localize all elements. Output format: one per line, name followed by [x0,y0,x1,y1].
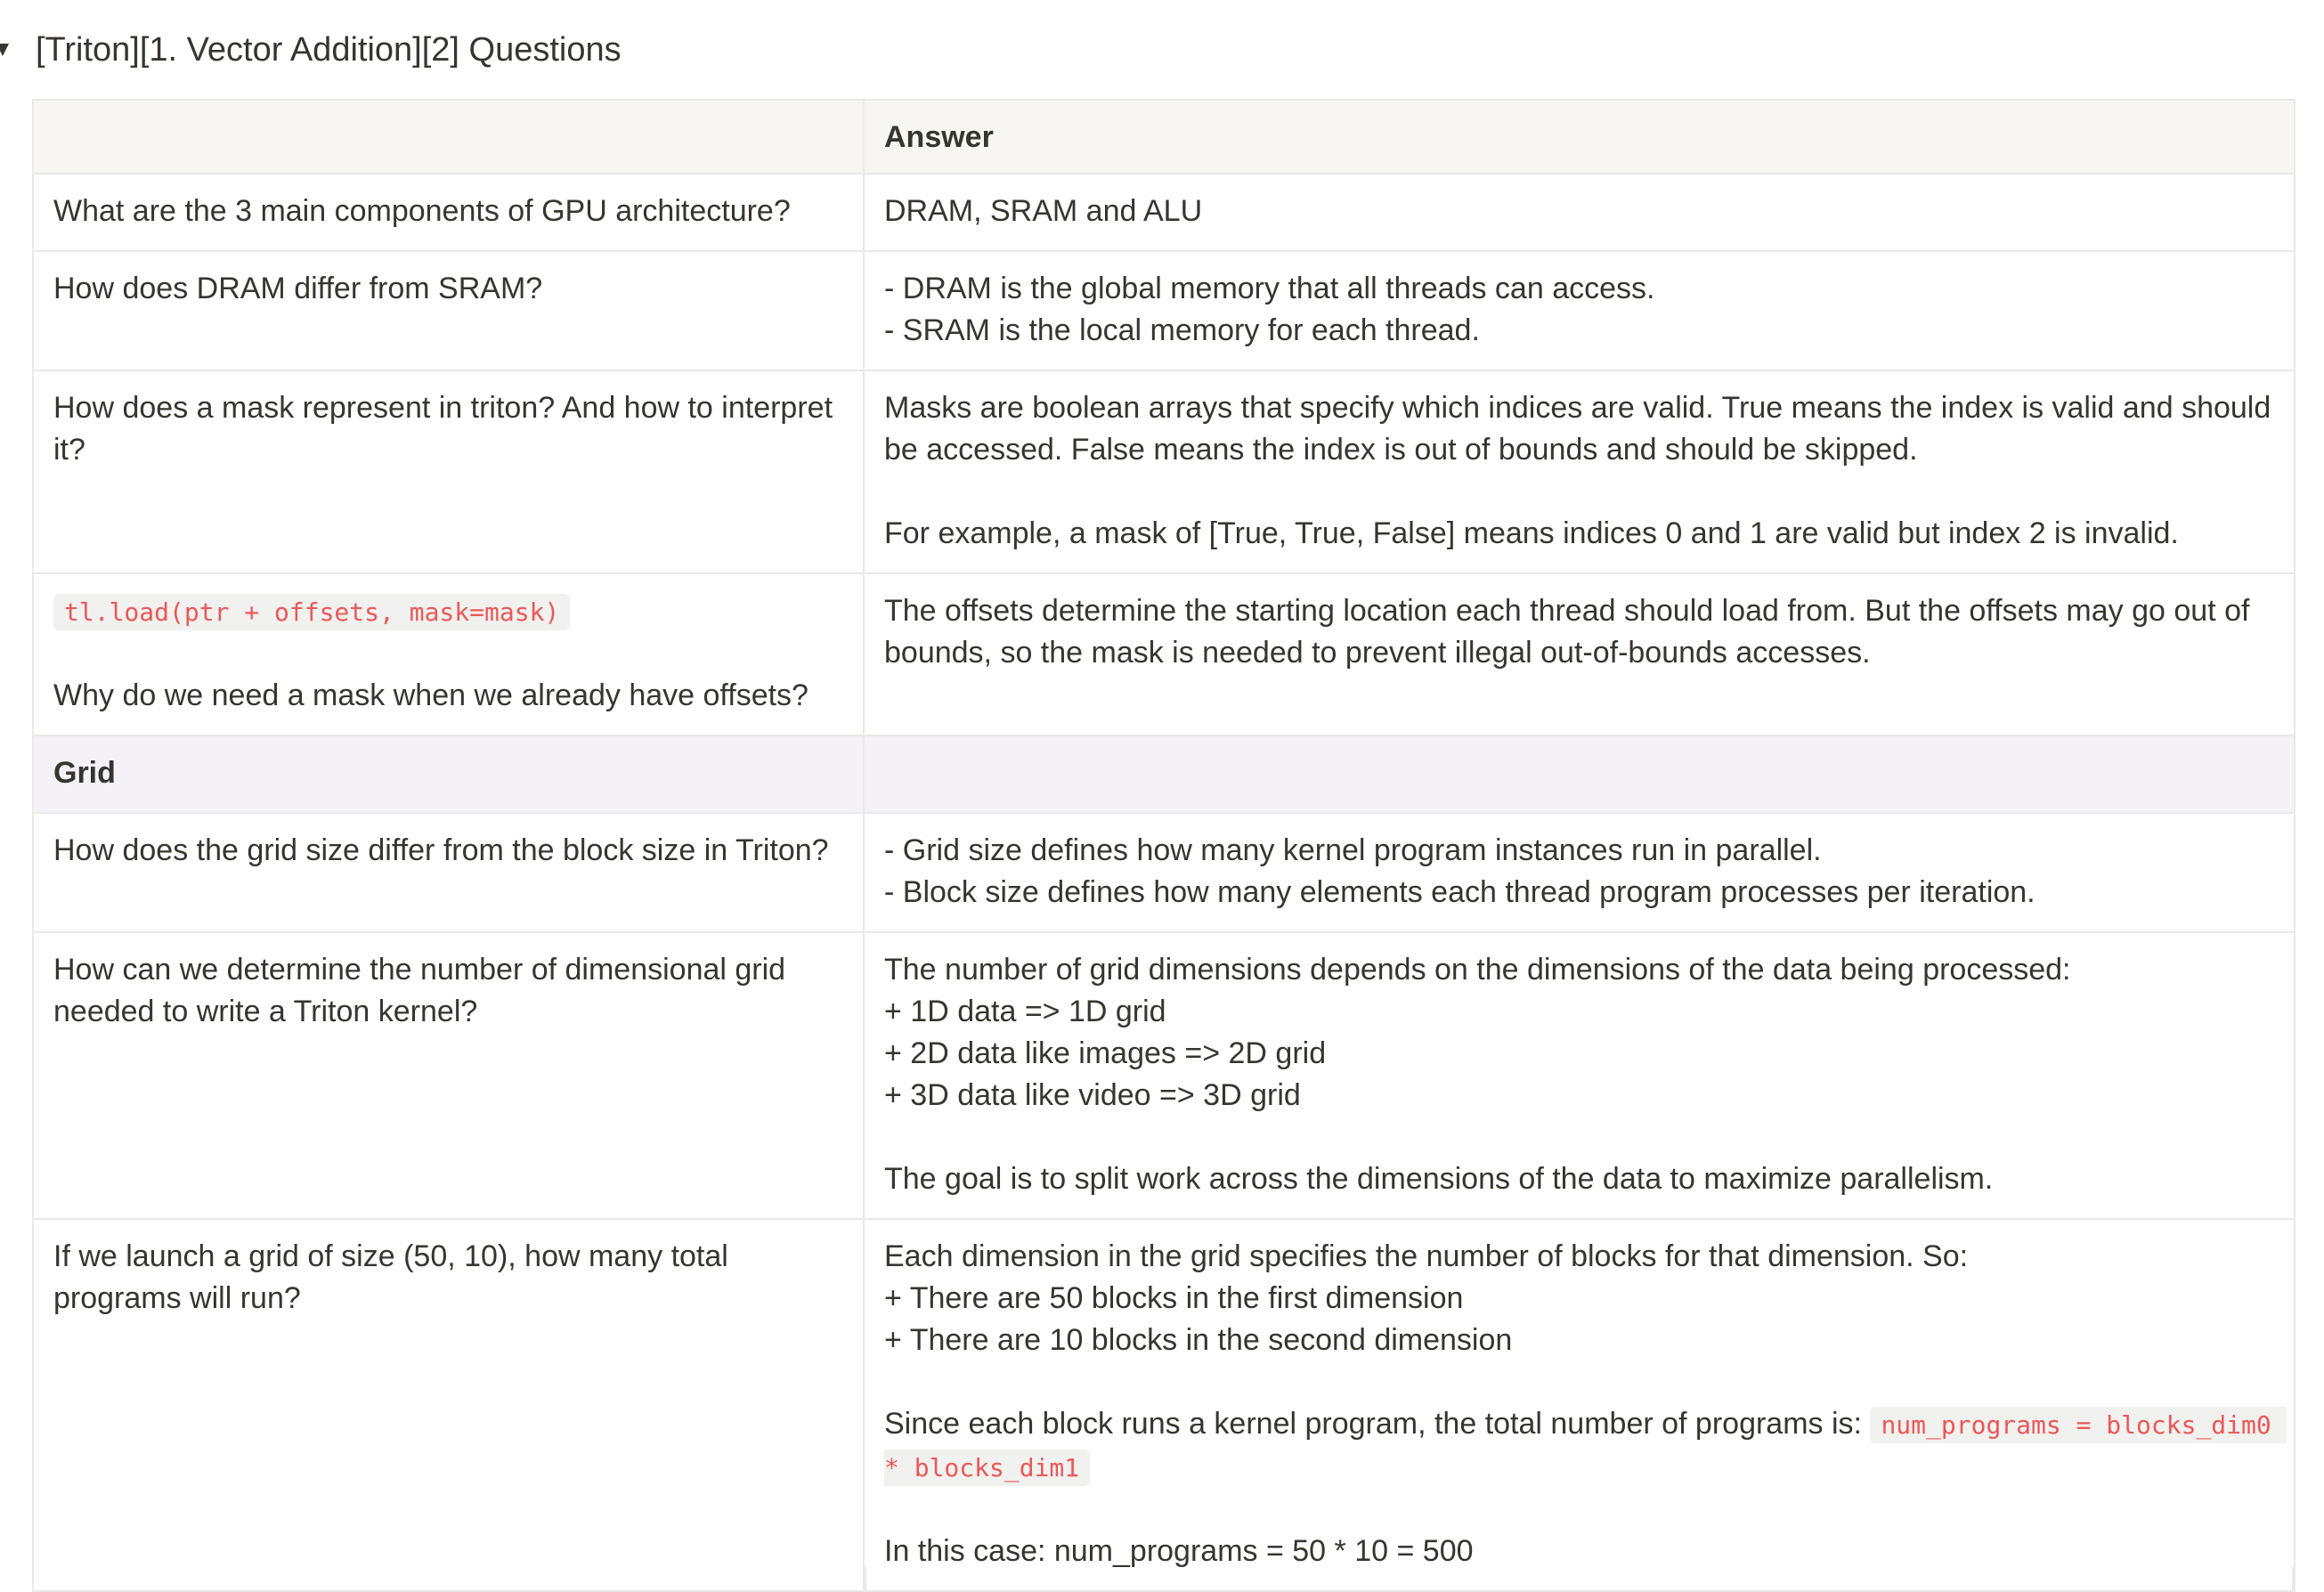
inline-code: num_programs = blocks_dim0 * blocks_dim1 [884,1407,2287,1486]
answer-text: - DRAM is the global memory that all threads can access. [884,272,1655,305]
section-label: Grid [53,756,116,790]
section-row-grid [33,735,2295,813]
blank-line [884,471,2274,513]
question-text: Why do we need a mask when we already have offsets? [53,678,809,712]
answer-cell[interactable] [864,370,2295,573]
blank-line [884,1489,2274,1531]
answer-text: - Block size defines how many elements each thread program processes per iteration. [884,875,2036,909]
question-text: If we launch a grid of size (50, 10), how many total programs will run? [53,1239,737,1315]
answer-text: - Grid size defines how many kernel program instances run in parallel. [884,833,1822,867]
answer-text: Since each block runs a kernel program, the total number of programs is: [884,1407,1862,1441]
answer-text: Each dimension in the grid specifies the number of blocks for that dimension. So: [884,1239,1969,1273]
question-cell[interactable] [33,174,864,251]
question-text: What are the 3 main components of GPU architecture? [53,194,791,228]
answer-text: The offsets determine the starting location each thread should load from. But the offsets may go out of bounds, so the mask is needed to prevent illegal out-of-bounds accesses. [884,594,2258,670]
answer-cell[interactable] [864,813,2295,932]
questions-table [32,99,2294,1592]
table-row [33,573,2295,735]
answer-mixed-line [884,1403,2287,1489]
answer-cell[interactable] [864,932,2295,1219]
table-row [33,932,2295,1219]
question-text: How does the grid size differ from the block size in Triton? [53,833,829,867]
blank-line [53,633,843,675]
blank-line [884,1361,2274,1403]
table-row [33,174,2295,251]
question-code-line [53,590,843,633]
blank-line [884,1117,2274,1158]
question-cell[interactable] [33,932,864,1219]
question-cell[interactable] [33,813,864,932]
section-empty-cell[interactable] [864,735,2295,813]
answer-text: In this case: num_programs = 50 * 10 = 500 [884,1534,1474,1568]
answer-text: + There are 10 blocks in the second dimension [884,1323,1513,1357]
answer-text: DRAM, SRAM and ALU [884,194,1203,228]
next-row-edge [32,1567,2294,1590]
answer-text: For example, a mask of [True, True, False] means indices 0 and 1 are valid but index 2 is invalid. [884,516,2179,550]
question-text: How does a mask represent in triton? And how to interpret it? [53,391,841,467]
section-label-cell[interactable] [33,735,864,813]
table-header-row [33,100,2295,174]
answer-cell[interactable] [864,174,2295,251]
question-cell[interactable] [33,573,864,735]
answer-text: The number of grid dimensions depends on the dimensions of the data being processed: [884,953,2071,987]
answer-text: + There are 50 blocks in the first dimension [884,1281,1464,1315]
question-cell[interactable] [33,370,864,573]
table-row [33,370,2295,573]
toggle-triangle-icon[interactable] [0,44,9,56]
question-text: How does DRAM differ from SRAM? [53,272,543,305]
answer-cell[interactable] [864,1219,2295,1591]
answer-text: + 3D data like video => 3D grid [884,1078,1301,1112]
header-cell-question[interactable] [33,100,864,174]
toggle-block[interactable] [0,23,622,77]
answer-text: The goal is to split work across the dimensions of the data to maximize parallelism. [884,1162,1994,1196]
question-text: How can we determine the number of dimensional grid needed to write a Triton kernel? [53,953,794,1028]
answer-text: + 2D data like images => 2D grid [884,1036,1327,1070]
answer-text: - SRAM is the local memory for each thread. [884,313,1480,347]
table-row [33,1219,2295,1591]
answer-cell[interactable] [864,573,2295,735]
table-row [33,813,2295,932]
table-row [33,251,2295,370]
toggle-title: [Triton][1. Vector Addition][2] Questions [36,30,622,69]
question-cell[interactable] [33,251,864,370]
inline-code: tl.load(ptr + offsets, mask=mask) [53,594,570,630]
header-cell-answer[interactable]: Answer [864,100,2295,174]
answer-text: Masks are boolean arrays that specify which indices are valid. True means the index is valid and should be accessed. False means the index is out of bounds and should be skipped. [884,391,2279,467]
answer-text: + 1D data => 1D grid [884,995,1166,1028]
answer-cell[interactable] [864,251,2295,370]
question-cell[interactable] [33,1219,864,1591]
